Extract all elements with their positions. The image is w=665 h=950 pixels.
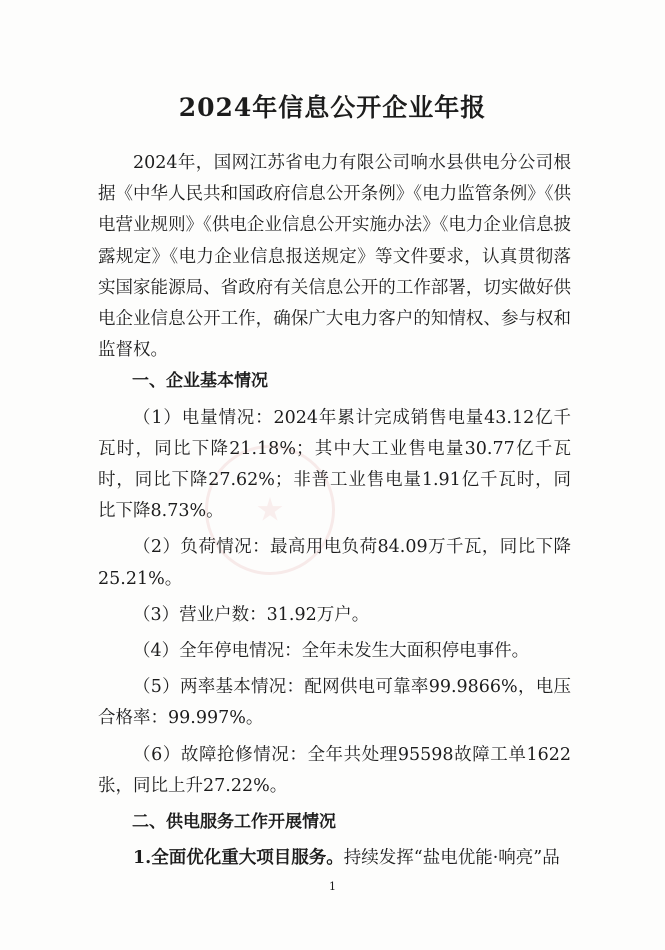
section-heading-basic-info: 一、企业基本情况 xyxy=(132,371,268,392)
item-customer-count: （3）营业户数：31.92万户。 xyxy=(133,604,370,625)
section-heading-service-work: 二、供电服务工作开展情况 xyxy=(132,812,336,833)
item-fault-repair: （6）故障抢修情况：全年共处理95598故障工单1622张，同比上升27.22%。 xyxy=(98,744,571,796)
item-electricity-sales: （1）电量情况：2024年累计完成销售电量43.12亿千瓦时，同比下降21.18%；其中大工业售电量30.77亿千瓦时，同比下降27.62%；非普工业售电量1.91亿千瓦时，同比下降8.73%。 xyxy=(98,407,571,522)
service-item-paragraph xyxy=(98,843,571,874)
item-reliability-rates: （5）两率基本情况：配网供电可靠率99.9866%，电压合格率：99.997%。 xyxy=(98,677,571,729)
item-outages: （4）全年停电情况：全年未发生大面积停电事件。 xyxy=(133,641,530,662)
page-number: 1 xyxy=(329,880,336,893)
document-body xyxy=(98,148,571,874)
document-title: 2024年信息公开企业年报 xyxy=(178,93,487,122)
service-item-text: 持续发挥“盐电优能·响亮”品 xyxy=(343,848,560,869)
service-item-title: 1.全面优化重大项目服务。 xyxy=(133,848,344,869)
intro-paragraph: 2024年，国网江苏省电力有限公司响水县供电分公司根据《中华人民共和国政府信息公开条例》《电力监管条例》《供电营业规则》《供电企业信息公开实施办法》《电力企业信息披露规定》《电力企业信息报送规定》等文件要求，认真贯彻落实国家能源局、省政府有关信息公开的工作部署，切实做好供电企业信息公开工作，确保广大电力客户的知情权、参与权和监督权。 xyxy=(98,153,571,361)
item-load: （2）负荷情况：最高用电负荷84.09万千瓦，同比下降25.21%。 xyxy=(98,537,571,589)
